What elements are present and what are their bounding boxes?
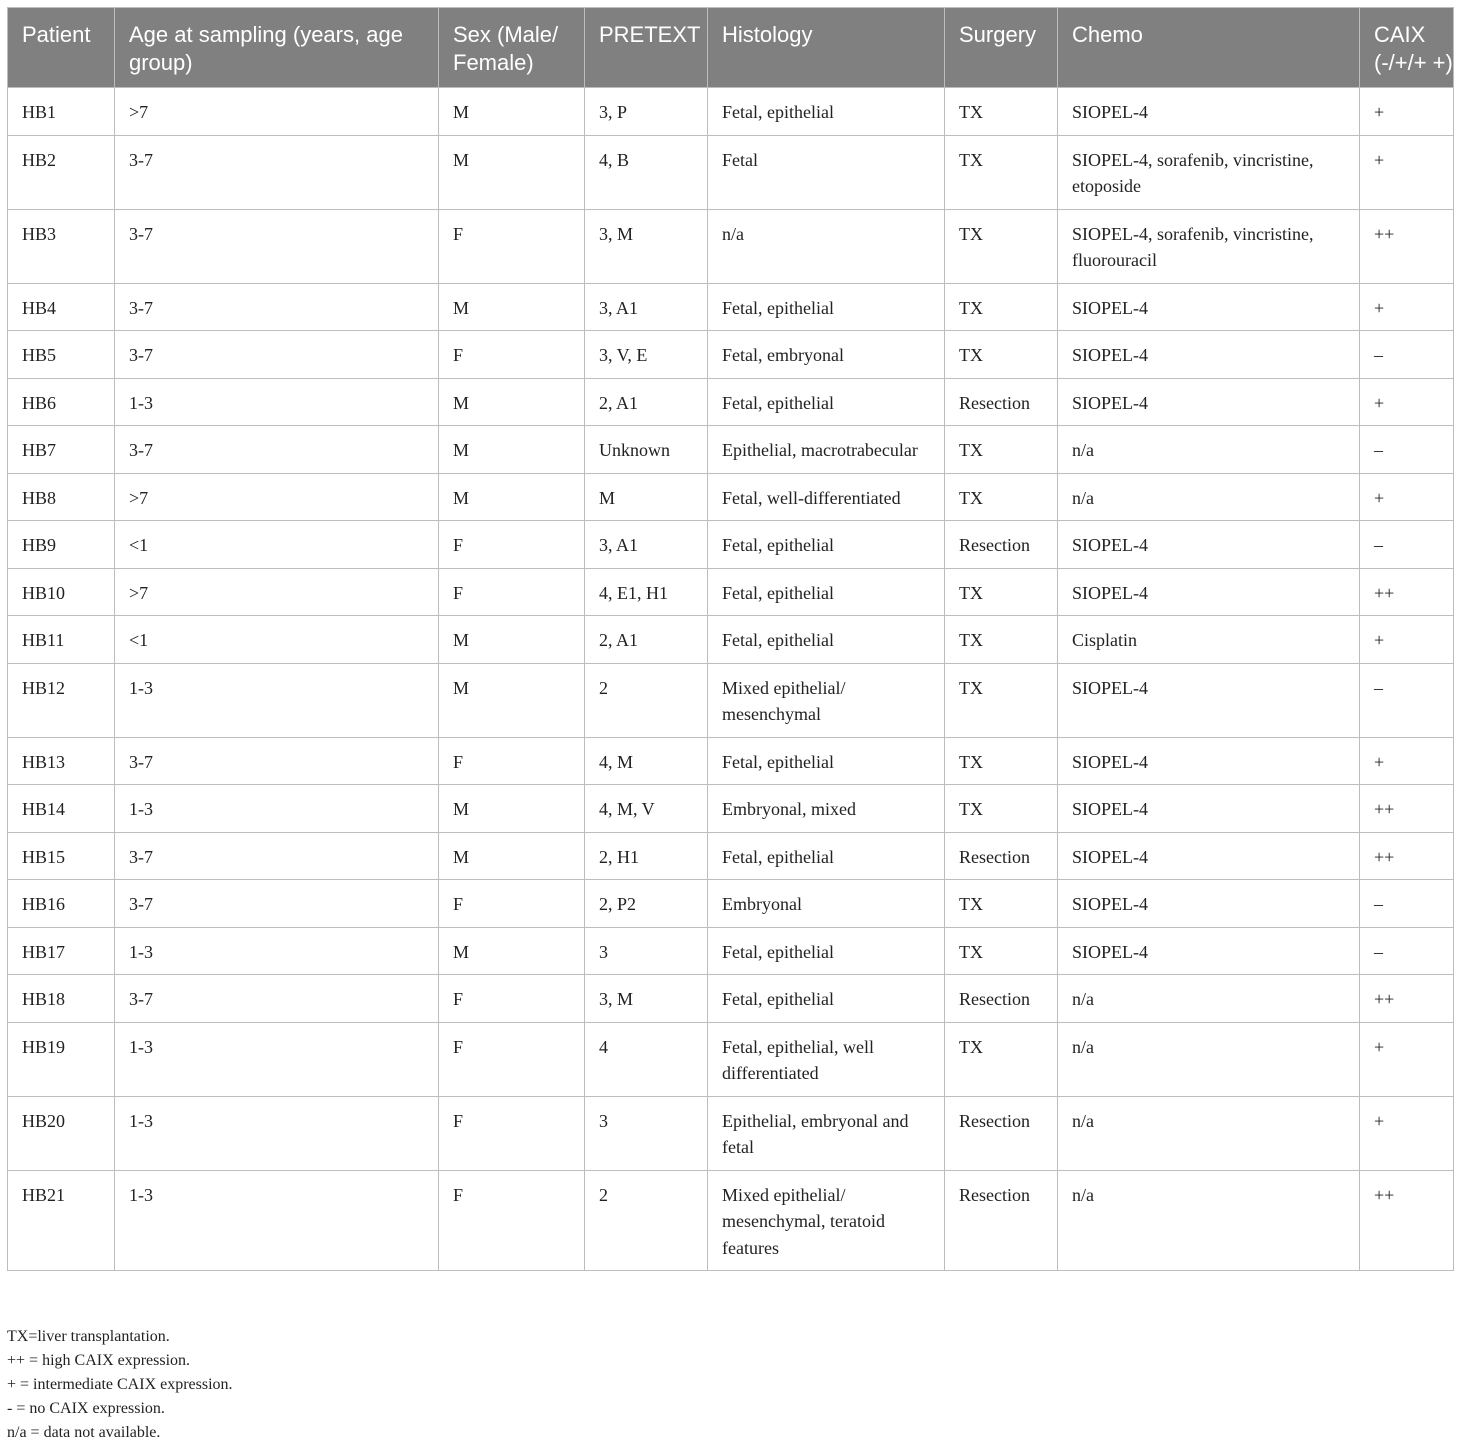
cell-age: 1-3 <box>115 1170 439 1271</box>
table-header-row <box>8 8 1454 88</box>
cell-caix: + <box>1360 616 1454 664</box>
table-row <box>8 1170 1454 1271</box>
cell-surgery: TX <box>945 785 1058 833</box>
header-chemo: Chemo <box>1058 8 1360 88</box>
cell-sex: M <box>439 616 585 664</box>
cell-sex: F <box>439 331 585 379</box>
cell-patient: HB5 <box>8 331 115 379</box>
cell-chemo: SIOPEL-4 <box>1058 568 1360 616</box>
cell-surgery: TX <box>945 568 1058 616</box>
cell-patient: HB19 <box>8 1022 115 1096</box>
header-caix: CAIX (-/+/+ +) <box>1360 8 1454 88</box>
footnote: ++ = high CAIX expression. <box>7 1352 191 1369</box>
cell-sex: M <box>439 832 585 880</box>
table-row <box>8 737 1454 785</box>
cell-histology: Fetal, epithelial <box>708 378 945 426</box>
cell-surgery: TX <box>945 473 1058 521</box>
header-sex: Sex (Male/ Female) <box>439 8 585 88</box>
cell-patient: HB11 <box>8 616 115 664</box>
cell-age: 3-7 <box>115 135 439 209</box>
cell-age: 3-7 <box>115 426 439 474</box>
table-row <box>8 331 1454 379</box>
table-row <box>8 1022 1454 1096</box>
table-row <box>8 616 1454 664</box>
cell-surgery: TX <box>945 135 1058 209</box>
cell-age: 1-3 <box>115 1096 439 1170</box>
cell-caix: + <box>1360 135 1454 209</box>
cell-chemo: SIOPEL-4 <box>1058 283 1360 331</box>
cell-patient: HB14 <box>8 785 115 833</box>
cell-age: <1 <box>115 521 439 569</box>
cell-histology: Fetal, epithelial <box>708 737 945 785</box>
cell-age: 1-3 <box>115 785 439 833</box>
table-row <box>8 378 1454 426</box>
cell-surgery: TX <box>945 1022 1058 1096</box>
cell-pretext: 4, M <box>585 737 708 785</box>
cell-patient: HB12 <box>8 663 115 737</box>
cell-patient: HB6 <box>8 378 115 426</box>
cell-age: 3-7 <box>115 832 439 880</box>
cell-caix: + <box>1360 1022 1454 1096</box>
table-row <box>8 927 1454 975</box>
cell-age: >7 <box>115 473 439 521</box>
cell-histology: Mixed epithelial/ mesenchymal <box>708 663 945 737</box>
cell-pretext: 3 <box>585 1096 708 1170</box>
cell-age: >7 <box>115 88 439 136</box>
cell-chemo: n/a <box>1058 1096 1360 1170</box>
patient-table-container <box>7 7 1453 1271</box>
cell-histology: Fetal, epithelial <box>708 88 945 136</box>
cell-age: 3-7 <box>115 975 439 1023</box>
cell-pretext: 2, A1 <box>585 616 708 664</box>
cell-patient: HB3 <box>8 209 115 283</box>
cell-patient: HB10 <box>8 568 115 616</box>
cell-sex: F <box>439 209 585 283</box>
cell-pretext: 2, A1 <box>585 378 708 426</box>
cell-chemo: SIOPEL-4 <box>1058 331 1360 379</box>
cell-pretext: 4, B <box>585 135 708 209</box>
cell-chemo: SIOPEL-4 <box>1058 521 1360 569</box>
cell-patient: HB15 <box>8 832 115 880</box>
cell-sex: M <box>439 378 585 426</box>
cell-sex: F <box>439 880 585 928</box>
cell-pretext: 3, M <box>585 209 708 283</box>
cell-chemo: SIOPEL-4 <box>1058 927 1360 975</box>
patient-characteristics-table <box>7 7 1454 1271</box>
cell-surgery: TX <box>945 426 1058 474</box>
footnote: - = no CAIX expression. <box>7 1400 165 1417</box>
cell-sex: M <box>439 135 585 209</box>
cell-patient: HB18 <box>8 975 115 1023</box>
cell-surgery: TX <box>945 88 1058 136</box>
footnote: TX=liver transplantation. <box>7 1328 170 1345</box>
cell-age: 3-7 <box>115 331 439 379</box>
cell-chemo: n/a <box>1058 426 1360 474</box>
cell-pretext: 3, A1 <box>585 283 708 331</box>
cell-sex: F <box>439 521 585 569</box>
cell-surgery: TX <box>945 663 1058 737</box>
cell-patient: HB7 <box>8 426 115 474</box>
table-row <box>8 1096 1454 1170</box>
cell-caix: ++ <box>1360 832 1454 880</box>
cell-sex: F <box>439 1170 585 1271</box>
cell-age: 3-7 <box>115 737 439 785</box>
cell-pretext: 3 <box>585 927 708 975</box>
cell-age: >7 <box>115 568 439 616</box>
cell-age: 1-3 <box>115 663 439 737</box>
header-histology: Histology <box>708 8 945 88</box>
cell-caix: ++ <box>1360 568 1454 616</box>
cell-chemo: SIOPEL-4 <box>1058 832 1360 880</box>
cell-surgery: TX <box>945 331 1058 379</box>
cell-histology: n/a <box>708 209 945 283</box>
cell-pretext: 4 <box>585 1022 708 1096</box>
cell-pretext: 4, M, V <box>585 785 708 833</box>
cell-histology: Fetal, epithelial <box>708 975 945 1023</box>
header-patient: Patient <box>8 8 115 88</box>
cell-age: <1 <box>115 616 439 664</box>
cell-sex: M <box>439 426 585 474</box>
cell-pretext: 3, A1 <box>585 521 708 569</box>
cell-sex: M <box>439 88 585 136</box>
table-row <box>8 568 1454 616</box>
cell-caix: + <box>1360 737 1454 785</box>
cell-age: 3-7 <box>115 209 439 283</box>
cell-surgery: TX <box>945 880 1058 928</box>
cell-patient: HB9 <box>8 521 115 569</box>
cell-chemo: n/a <box>1058 1022 1360 1096</box>
cell-histology: Fetal, epithelial <box>708 927 945 975</box>
cell-histology: Epithelial, embryonal and fetal <box>708 1096 945 1170</box>
header-age: Age at sampling (years, age group) <box>115 8 439 88</box>
table-row <box>8 473 1454 521</box>
cell-pretext: 2 <box>585 1170 708 1271</box>
cell-pretext: 3, V, E <box>585 331 708 379</box>
cell-sex: M <box>439 663 585 737</box>
cell-surgery: Resection <box>945 832 1058 880</box>
table-row <box>8 283 1454 331</box>
cell-surgery: Resection <box>945 521 1058 569</box>
cell-chemo: SIOPEL-4 <box>1058 88 1360 136</box>
cell-patient: HB4 <box>8 283 115 331</box>
cell-sex: M <box>439 927 585 975</box>
cell-surgery: TX <box>945 283 1058 331</box>
cell-age: 1-3 <box>115 1022 439 1096</box>
cell-caix: + <box>1360 473 1454 521</box>
cell-patient: HB17 <box>8 927 115 975</box>
cell-caix: + <box>1360 1096 1454 1170</box>
cell-caix: ++ <box>1360 1170 1454 1271</box>
cell-patient: HB20 <box>8 1096 115 1170</box>
cell-histology: Fetal, epithelial <box>708 568 945 616</box>
cell-histology: Mixed epithelial/ mesenchymal, teratoid features <box>708 1170 945 1271</box>
cell-histology: Fetal, epithelial <box>708 616 945 664</box>
cell-caix: + <box>1360 283 1454 331</box>
cell-surgery: Resection <box>945 378 1058 426</box>
cell-chemo: SIOPEL-4 <box>1058 785 1360 833</box>
cell-pretext: 4, E1, H1 <box>585 568 708 616</box>
cell-sex: F <box>439 1096 585 1170</box>
cell-histology: Embryonal, mixed <box>708 785 945 833</box>
footnote: + = intermediate CAIX expression. <box>7 1376 233 1393</box>
table-row <box>8 975 1454 1023</box>
cell-chemo: SIOPEL-4 <box>1058 663 1360 737</box>
cell-chemo: Cisplatin <box>1058 616 1360 664</box>
cell-surgery: Resection <box>945 1096 1058 1170</box>
cell-surgery: Resection <box>945 975 1058 1023</box>
cell-surgery: TX <box>945 737 1058 785</box>
cell-histology: Epithelial, macrotrabecular <box>708 426 945 474</box>
cell-sex: M <box>439 283 585 331</box>
cell-caix: – <box>1360 663 1454 737</box>
cell-patient: HB8 <box>8 473 115 521</box>
cell-sex: F <box>439 975 585 1023</box>
cell-caix: ++ <box>1360 785 1454 833</box>
table-row <box>8 88 1454 136</box>
cell-pretext: 2 <box>585 663 708 737</box>
footnote: n/a = data not available. <box>7 1424 161 1441</box>
cell-chemo: n/a <box>1058 975 1360 1023</box>
cell-surgery: TX <box>945 209 1058 283</box>
cell-chemo: n/a <box>1058 1170 1360 1271</box>
cell-pretext: 3, M <box>585 975 708 1023</box>
footnotes <box>7 1325 1453 1445</box>
cell-chemo: SIOPEL-4 <box>1058 737 1360 785</box>
table-row <box>8 832 1454 880</box>
cell-histology: Fetal, epithelial <box>708 283 945 331</box>
cell-caix: – <box>1360 426 1454 474</box>
cell-chemo: SIOPEL-4 <box>1058 880 1360 928</box>
cell-sex: F <box>439 568 585 616</box>
cell-patient: HB1 <box>8 88 115 136</box>
cell-histology: Embryonal <box>708 880 945 928</box>
cell-patient: HB16 <box>8 880 115 928</box>
cell-histology: Fetal, epithelial, well differentiated <box>708 1022 945 1096</box>
header-pretext: PRETEXT <box>585 8 708 88</box>
cell-chemo: n/a <box>1058 473 1360 521</box>
table-row <box>8 209 1454 283</box>
cell-histology: Fetal, embryonal <box>708 331 945 379</box>
cell-sex: M <box>439 785 585 833</box>
cell-caix: – <box>1360 521 1454 569</box>
cell-age: 1-3 <box>115 927 439 975</box>
table-row <box>8 426 1454 474</box>
cell-age: 3-7 <box>115 283 439 331</box>
cell-age: 1-3 <box>115 378 439 426</box>
cell-chemo: SIOPEL-4, sorafenib, vincristine, etoposide <box>1058 135 1360 209</box>
cell-pretext: M <box>585 473 708 521</box>
cell-caix: – <box>1360 331 1454 379</box>
cell-patient: HB2 <box>8 135 115 209</box>
cell-age: 3-7 <box>115 880 439 928</box>
cell-histology: Fetal, epithelial <box>708 832 945 880</box>
table-row <box>8 663 1454 737</box>
cell-surgery: TX <box>945 616 1058 664</box>
cell-caix: + <box>1360 88 1454 136</box>
cell-sex: F <box>439 737 585 785</box>
cell-caix: – <box>1360 880 1454 928</box>
cell-surgery: Resection <box>945 1170 1058 1271</box>
header-surgery: Surgery <box>945 8 1058 88</box>
cell-histology: Fetal <box>708 135 945 209</box>
cell-caix: – <box>1360 927 1454 975</box>
cell-histology: Fetal, well-differentiated <box>708 473 945 521</box>
table-row <box>8 880 1454 928</box>
cell-caix: + <box>1360 378 1454 426</box>
table-row <box>8 521 1454 569</box>
cell-pretext: 2, H1 <box>585 832 708 880</box>
cell-histology: Fetal, epithelial <box>708 521 945 569</box>
cell-pretext: Unknown <box>585 426 708 474</box>
cell-caix: ++ <box>1360 209 1454 283</box>
table-row <box>8 785 1454 833</box>
cell-patient: HB13 <box>8 737 115 785</box>
table-row <box>8 135 1454 209</box>
cell-sex: F <box>439 1022 585 1096</box>
cell-chemo: SIOPEL-4 <box>1058 378 1360 426</box>
cell-chemo: SIOPEL-4, sorafenib, vincristine, fluorouracil <box>1058 209 1360 283</box>
cell-surgery: TX <box>945 927 1058 975</box>
cell-sex: M <box>439 473 585 521</box>
cell-patient: HB21 <box>8 1170 115 1271</box>
cell-pretext: 2, P2 <box>585 880 708 928</box>
cell-caix: ++ <box>1360 975 1454 1023</box>
cell-pretext: 3, P <box>585 88 708 136</box>
